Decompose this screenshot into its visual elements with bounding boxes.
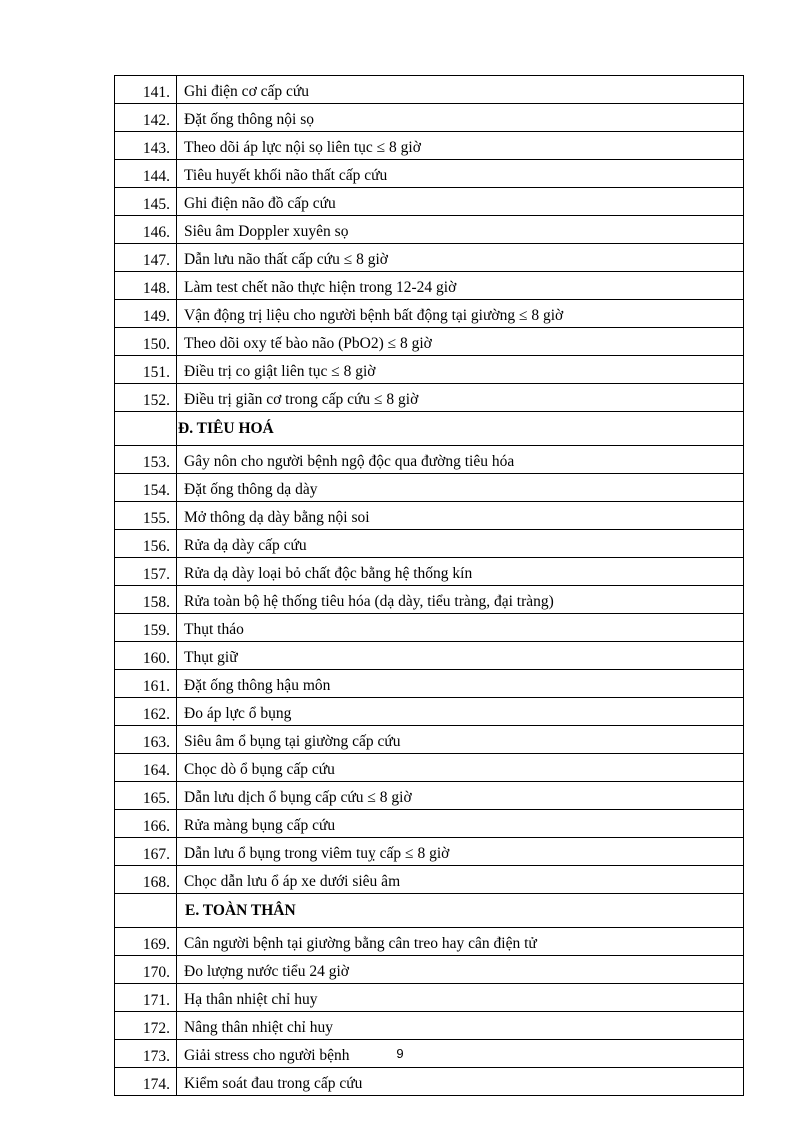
table-row: [115, 216, 744, 244]
row-number: 146.: [115, 216, 177, 244]
procedure-name: Đặt ống thông dạ dày: [177, 474, 744, 502]
procedure-name: Tiêu huyết khối não thất cấp cứu: [177, 160, 744, 188]
table-row: [115, 698, 744, 726]
procedure-name: Ghi điện não đồ cấp cứu: [177, 188, 744, 216]
row-number: 161.: [115, 670, 177, 698]
procedure-name: Rửa dạ dày loại bỏ chất độc bằng hệ thống kín: [177, 558, 744, 586]
procedure-name: Đặt ống thông hậu môn: [177, 670, 744, 698]
procedure-name: Siêu âm ổ bụng tại giường cấp cứu: [177, 726, 744, 754]
table-row: [115, 446, 744, 474]
row-number: 166.: [115, 810, 177, 838]
table-row: [115, 754, 744, 782]
table-row: [115, 104, 744, 132]
row-number: 157.: [115, 558, 177, 586]
procedure-name: Kiểm soát đau trong cấp cứu: [177, 1068, 744, 1096]
procedure-name: Hạ thân nhiệt chỉ huy: [177, 984, 744, 1012]
procedure-name: Theo dõi áp lực nội sọ liên tục ≤ 8 giờ: [177, 132, 744, 160]
procedure-name: Giải stress cho người bệnh: [177, 1040, 744, 1068]
procedure-name: Đo áp lực ổ bụng: [177, 698, 744, 726]
table-row: [115, 726, 744, 754]
table-row: [115, 558, 744, 586]
table-row: [115, 356, 744, 384]
table-row: [115, 1012, 744, 1040]
table-row: [115, 272, 744, 300]
procedure-name: Ghi điện cơ cấp cứu: [177, 76, 744, 104]
procedure-name: Thụt giữ: [177, 642, 744, 670]
row-number: 162.: [115, 698, 177, 726]
procedure-name: Theo dõi oxy tế bào não (PbO2) ≤ 8 giờ: [177, 328, 744, 356]
table-row: [115, 866, 744, 894]
table-row: [115, 474, 744, 502]
row-number: 156.: [115, 530, 177, 558]
row-number: 163.: [115, 726, 177, 754]
table-row: [115, 586, 744, 614]
table-row: [115, 188, 744, 216]
row-number: 154.: [115, 474, 177, 502]
procedure-name: Mở thông dạ dày bằng nội soi: [177, 502, 744, 530]
section-header-row: [115, 894, 744, 928]
table-row: [115, 984, 744, 1012]
table-row: [115, 502, 744, 530]
row-number: 171.: [115, 984, 177, 1012]
table-row: [115, 838, 744, 866]
row-number: 168.: [115, 866, 177, 894]
procedure-name: Chọc dẫn lưu ổ áp xe dưới siêu âm: [177, 866, 744, 894]
row-number: 167.: [115, 838, 177, 866]
table-row: [115, 642, 744, 670]
procedure-name: Cân người bệnh tại giường bằng cân treo hay cân điện tử: [177, 928, 744, 956]
table-row: [115, 300, 744, 328]
procedure-name: Nâng thân nhiệt chỉ huy: [177, 1012, 744, 1040]
row-number: 152.: [115, 384, 177, 412]
procedure-name: Làm test chết não thực hiện trong 12-24 giờ: [177, 272, 744, 300]
row-number: 145.: [115, 188, 177, 216]
row-number: 143.: [115, 132, 177, 160]
procedure-table-body: [115, 76, 744, 1096]
table-row: [115, 670, 744, 698]
table-row: [115, 328, 744, 356]
table-row: [115, 928, 744, 956]
row-number: [115, 894, 177, 928]
procedure-name: Rửa màng bụng cấp cứu: [177, 810, 744, 838]
row-number: 164.: [115, 754, 177, 782]
section-title: E. TOÀN THÂN: [177, 894, 744, 928]
procedure-name: Thụt tháo: [177, 614, 744, 642]
procedure-name: Dẫn lưu não thất cấp cứu ≤ 8 giờ: [177, 244, 744, 272]
row-number: 172.: [115, 1012, 177, 1040]
table-row: [115, 782, 744, 810]
table-row: [115, 1068, 744, 1096]
row-number: 155.: [115, 502, 177, 530]
table-row: [115, 76, 744, 104]
table-row: [115, 244, 744, 272]
section-header-row: [115, 412, 744, 446]
row-number: 165.: [115, 782, 177, 810]
row-number: 151.: [115, 356, 177, 384]
table-row: [115, 810, 744, 838]
procedure-table-container: [114, 75, 743, 1096]
row-number: 141.: [115, 76, 177, 104]
procedure-name: Đặt ống thông nội sọ: [177, 104, 744, 132]
row-number: 170.: [115, 956, 177, 984]
row-number: [115, 412, 177, 446]
procedure-name: Rửa dạ dày cấp cứu: [177, 530, 744, 558]
row-number: 144.: [115, 160, 177, 188]
procedure-name: Dẫn lưu dịch ổ bụng cấp cứu ≤ 8 giờ: [177, 782, 744, 810]
row-number: 173.: [115, 1040, 177, 1068]
row-number: 142.: [115, 104, 177, 132]
row-number: 169.: [115, 928, 177, 956]
row-number: 148.: [115, 272, 177, 300]
procedure-name: Chọc dò ổ bụng cấp cứu: [177, 754, 744, 782]
table-row: [115, 530, 744, 558]
row-number: 147.: [115, 244, 177, 272]
procedure-name: Siêu âm Doppler xuyên sọ: [177, 216, 744, 244]
procedure-name: Vận động trị liệu cho người bệnh bất động tại giường ≤ 8 giờ: [177, 300, 744, 328]
row-number: 159.: [115, 614, 177, 642]
table-row: [115, 956, 744, 984]
procedure-name: Điều trị co giật liên tục ≤ 8 giờ: [177, 356, 744, 384]
table-row: [115, 614, 744, 642]
row-number: 158.: [115, 586, 177, 614]
table-row: [115, 384, 744, 412]
procedure-name: Gây nôn cho người bệnh ngộ độc qua đường tiêu hóa: [177, 446, 744, 474]
table-row: [115, 160, 744, 188]
procedure-table: [114, 75, 744, 1096]
procedure-name: Rửa toàn bộ hệ thống tiêu hóa (dạ dày, tiểu tràng, đại tràng): [177, 586, 744, 614]
page-number: 9: [396, 1046, 404, 1061]
procedure-name: Dẫn lưu ổ bụng trong viêm tuỵ cấp ≤ 8 giờ: [177, 838, 744, 866]
table-row: [115, 132, 744, 160]
row-number: 153.: [115, 446, 177, 474]
row-number: 174.: [115, 1068, 177, 1096]
row-number: 150.: [115, 328, 177, 356]
procedure-name: Đo lượng nước tiểu 24 giờ: [177, 956, 744, 984]
row-number: 149.: [115, 300, 177, 328]
procedure-name: Điều trị giãn cơ trong cấp cứu ≤ 8 giờ: [177, 384, 744, 412]
section-title: Đ. TIÊU HOÁ: [177, 412, 744, 446]
row-number: 160.: [115, 642, 177, 670]
